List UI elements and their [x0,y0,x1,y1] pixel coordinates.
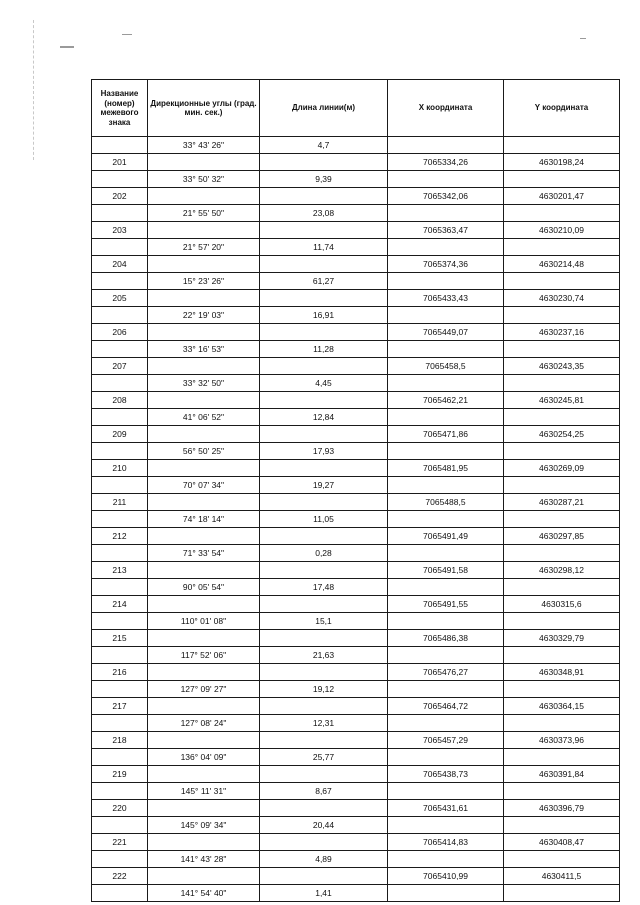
x-coordinate-cell [388,171,504,188]
x-coordinate-cell [388,613,504,630]
table-row [92,613,620,630]
header-marker-name: Название (номер) межевого знака [92,80,148,137]
x-coordinate-cell [388,205,504,222]
marker-name-cell: 205 [92,290,148,307]
x-coordinate-cell [388,307,504,324]
y-coordinate-cell: 4630230,74 [504,290,620,307]
table-row [92,647,620,664]
marker-name-cell: 211 [92,494,148,511]
x-coordinate-cell [388,477,504,494]
x-coordinate-cell [388,885,504,902]
y-coordinate-cell: 4630411,5 [504,868,620,885]
direction-angle-cell [148,290,260,307]
x-coordinate-cell [388,681,504,698]
line-length-cell [260,698,388,715]
line-length-cell [260,290,388,307]
y-coordinate-cell [504,477,620,494]
line-length-cell [260,154,388,171]
table-row [92,392,620,409]
line-length-cell [260,766,388,783]
line-length-cell [260,358,388,375]
line-length-cell [260,664,388,681]
direction-angle-cell [148,732,260,749]
direction-angle-cell [148,630,260,647]
y-coordinate-cell: 4630269,09 [504,460,620,477]
x-coordinate-cell: 7065334,26 [388,154,504,171]
x-coordinate-cell [388,783,504,800]
y-coordinate-cell [504,341,620,358]
direction-angle-cell [148,834,260,851]
table-row [92,137,620,154]
table-row [92,341,620,358]
marker-name-cell [92,239,148,256]
direction-angle-cell [148,494,260,511]
x-coordinate-cell: 7065481,95 [388,460,504,477]
table-row [92,460,620,477]
x-coordinate-cell [388,443,504,460]
line-length-cell: 9,39 [260,171,388,188]
direction-angle-cell: 15° 23' 26" [148,273,260,290]
table-row [92,205,620,222]
table-row [92,885,620,902]
direction-angle-cell: 33° 16' 53" [148,341,260,358]
x-coordinate-cell [388,545,504,562]
direction-angle-cell: 145° 11' 31" [148,783,260,800]
line-length-cell: 15,1 [260,613,388,630]
x-coordinate-cell: 7065458,5 [388,358,504,375]
line-length-cell: 23,08 [260,205,388,222]
x-coordinate-cell [388,409,504,426]
marker-name-cell: 217 [92,698,148,715]
line-length-cell: 11,28 [260,341,388,358]
marker-name-cell [92,477,148,494]
line-length-cell [260,868,388,885]
table-row [92,766,620,783]
y-coordinate-cell: 4630408,47 [504,834,620,851]
line-length-cell [260,460,388,477]
header-y-coordinate: Y координата [504,80,620,137]
marker-name-cell [92,545,148,562]
table-row [92,494,620,511]
line-length-cell: 25,77 [260,749,388,766]
line-length-cell [260,494,388,511]
direction-angle-cell [148,392,260,409]
line-length-cell: 21,63 [260,647,388,664]
table-row [92,664,620,681]
marker-name-cell: 210 [92,460,148,477]
y-coordinate-cell [504,443,620,460]
direction-angle-cell [148,358,260,375]
x-coordinate-cell: 7065431,61 [388,800,504,817]
header-x-coordinate: X координата [388,80,504,137]
marker-name-cell [92,409,148,426]
table-row [92,511,620,528]
y-coordinate-cell [504,749,620,766]
marker-name-cell: 221 [92,834,148,851]
line-length-cell [260,596,388,613]
direction-angle-cell [148,188,260,205]
x-coordinate-cell: 7065486,38 [388,630,504,647]
table-row [92,851,620,868]
marker-name-cell: 214 [92,596,148,613]
scan-speck [122,34,132,35]
table-row [92,545,620,562]
x-coordinate-cell [388,749,504,766]
x-coordinate-cell [388,817,504,834]
direction-angle-cell [148,528,260,545]
line-length-cell: 20,44 [260,817,388,834]
direction-angle-cell: 145° 09' 34" [148,817,260,834]
marker-name-cell [92,715,148,732]
x-coordinate-cell: 7065464,72 [388,698,504,715]
x-coordinate-cell: 7065491,55 [388,596,504,613]
marker-name-cell: 203 [92,222,148,239]
direction-angle-cell: 70° 07' 34" [148,477,260,494]
y-coordinate-cell [504,273,620,290]
table-row [92,409,620,426]
direction-angle-cell: 21° 55' 50" [148,205,260,222]
line-length-cell: 11,05 [260,511,388,528]
y-coordinate-cell [504,783,620,800]
x-coordinate-cell: 7065488,5 [388,494,504,511]
y-coordinate-cell [504,885,620,902]
line-length-cell [260,834,388,851]
marker-name-cell: 206 [92,324,148,341]
marker-name-cell [92,579,148,596]
line-length-cell: 19,27 [260,477,388,494]
table-row [92,426,620,443]
y-coordinate-cell: 4630391,84 [504,766,620,783]
y-coordinate-cell: 4630237,16 [504,324,620,341]
table-row [92,324,620,341]
marker-name-cell [92,511,148,528]
y-coordinate-cell [504,375,620,392]
y-coordinate-cell: 4630201,47 [504,188,620,205]
marker-name-cell: 215 [92,630,148,647]
table-row [92,698,620,715]
direction-angle-cell: 74° 18' 14" [148,511,260,528]
y-coordinate-cell [504,613,620,630]
x-coordinate-cell [388,715,504,732]
table-row [92,188,620,205]
direction-angle-cell [148,460,260,477]
direction-angle-cell: 127° 08' 24" [148,715,260,732]
y-coordinate-cell: 4630214,48 [504,256,620,273]
y-coordinate-cell: 4630396,79 [504,800,620,817]
direction-angle-cell: 136° 04' 09" [148,749,260,766]
line-length-cell: 0,28 [260,545,388,562]
x-coordinate-cell: 7065491,49 [388,528,504,545]
x-coordinate-cell: 7065410,99 [388,868,504,885]
marker-name-cell [92,273,148,290]
table-row [92,375,620,392]
y-coordinate-cell [504,137,620,154]
line-length-cell [260,392,388,409]
table-row [92,477,620,494]
line-length-cell: 4,89 [260,851,388,868]
line-length-cell: 17,48 [260,579,388,596]
y-coordinate-cell: 4630254,25 [504,426,620,443]
y-coordinate-cell [504,681,620,698]
direction-angle-cell [148,868,260,885]
marker-name-cell [92,885,148,902]
y-coordinate-cell [504,239,620,256]
table-row [92,732,620,749]
direction-angle-cell [148,766,260,783]
marker-name-cell [92,137,148,154]
line-length-cell: 19,12 [260,681,388,698]
direction-angle-cell [148,426,260,443]
y-coordinate-cell [504,647,620,664]
y-coordinate-cell: 4630298,12 [504,562,620,579]
direction-angle-cell [148,222,260,239]
direction-angle-cell [148,562,260,579]
direction-angle-cell [148,324,260,341]
y-coordinate-cell [504,409,620,426]
line-length-cell: 12,84 [260,409,388,426]
direction-angle-cell: 22° 19' 03" [148,307,260,324]
line-length-cell [260,188,388,205]
table-row [92,239,620,256]
table-row [92,715,620,732]
line-length-cell [260,630,388,647]
table-row [92,800,620,817]
y-coordinate-cell: 4630243,35 [504,358,620,375]
table-row [92,596,620,613]
table-header-row [92,80,620,137]
table-row [92,783,620,800]
y-coordinate-cell: 4630348,91 [504,664,620,681]
marker-name-cell [92,171,148,188]
x-coordinate-cell: 7065438,73 [388,766,504,783]
marker-name-cell: 207 [92,358,148,375]
table-row [92,579,620,596]
y-coordinate-cell [504,545,620,562]
y-coordinate-cell: 4630315,6 [504,596,620,613]
line-length-cell: 61,27 [260,273,388,290]
direction-angle-cell: 71° 33' 54" [148,545,260,562]
marker-name-cell [92,375,148,392]
x-coordinate-cell: 7065433,43 [388,290,504,307]
marker-name-cell [92,681,148,698]
marker-name-cell: 208 [92,392,148,409]
marker-name-cell: 218 [92,732,148,749]
x-coordinate-cell: 7065342,06 [388,188,504,205]
x-coordinate-cell [388,341,504,358]
scan-speck [60,46,74,48]
table-row [92,171,620,188]
x-coordinate-cell [388,239,504,256]
line-length-cell [260,324,388,341]
table-row [92,154,620,171]
y-coordinate-cell [504,205,620,222]
y-coordinate-cell: 4630373,96 [504,732,620,749]
line-length-cell: 8,67 [260,783,388,800]
line-length-cell [260,222,388,239]
marker-name-cell [92,783,148,800]
marker-name-cell [92,817,148,834]
direction-angle-cell [148,596,260,613]
x-coordinate-cell [388,273,504,290]
marker-name-cell [92,443,148,460]
header-direction-angle: Дирекционные углы (град. мин. сек.) [148,80,260,137]
marker-name-cell: 202 [92,188,148,205]
marker-name-cell: 201 [92,154,148,171]
direction-angle-cell: 127° 09' 27" [148,681,260,698]
table-row [92,528,620,545]
table-row [92,562,620,579]
y-coordinate-cell [504,715,620,732]
marker-name-cell [92,851,148,868]
table-row [92,834,620,851]
table-row [92,443,620,460]
marker-name-cell [92,341,148,358]
line-length-cell: 12,31 [260,715,388,732]
marker-name-cell [92,307,148,324]
line-length-cell: 11,74 [260,239,388,256]
line-length-cell [260,562,388,579]
x-coordinate-cell: 7065449,07 [388,324,504,341]
x-coordinate-cell [388,579,504,596]
table-row [92,273,620,290]
direction-angle-cell [148,154,260,171]
y-coordinate-cell: 4630198,24 [504,154,620,171]
x-coordinate-cell: 7065471,86 [388,426,504,443]
scan-edge-mark [33,20,35,160]
direction-angle-cell [148,698,260,715]
x-coordinate-cell [388,511,504,528]
marker-name-cell: 222 [92,868,148,885]
marker-name-cell: 209 [92,426,148,443]
y-coordinate-cell: 4630364,15 [504,698,620,715]
line-length-cell [260,426,388,443]
direction-angle-cell [148,800,260,817]
x-coordinate-cell [388,137,504,154]
y-coordinate-cell [504,817,620,834]
line-length-cell: 16,91 [260,307,388,324]
marker-name-cell: 216 [92,664,148,681]
direction-angle-cell: 33° 50' 32" [148,171,260,188]
line-length-cell: 4,7 [260,137,388,154]
line-length-cell [260,800,388,817]
direction-angle-cell: 141° 43' 28" [148,851,260,868]
line-length-cell [260,732,388,749]
y-coordinate-cell: 4630210,09 [504,222,620,239]
table-row [92,630,620,647]
table-body [92,137,620,902]
x-coordinate-cell: 7065414,83 [388,834,504,851]
survey-coordinates-table [91,79,620,902]
scan-speck [580,38,586,39]
y-coordinate-cell [504,851,620,868]
line-length-cell: 4,45 [260,375,388,392]
direction-angle-cell: 110° 01' 08" [148,613,260,630]
x-coordinate-cell: 7065457,29 [388,732,504,749]
table-row [92,749,620,766]
x-coordinate-cell: 7065491,58 [388,562,504,579]
x-coordinate-cell [388,375,504,392]
table-row [92,256,620,273]
y-coordinate-cell [504,511,620,528]
marker-name-cell [92,749,148,766]
y-coordinate-cell: 4630245,81 [504,392,620,409]
y-coordinate-cell [504,579,620,596]
marker-name-cell: 213 [92,562,148,579]
table-row [92,358,620,375]
line-length-cell [260,528,388,545]
table-row [92,290,620,307]
x-coordinate-cell [388,851,504,868]
table-row [92,817,620,834]
marker-name-cell: 212 [92,528,148,545]
y-coordinate-cell: 4630329,79 [504,630,620,647]
line-length-cell [260,256,388,273]
direction-angle-cell [148,256,260,273]
direction-angle-cell: 33° 32' 50" [148,375,260,392]
y-coordinate-cell [504,171,620,188]
marker-name-cell [92,205,148,222]
line-length-cell: 17,93 [260,443,388,460]
x-coordinate-cell: 7065462,21 [388,392,504,409]
direction-angle-cell: 33° 43' 26" [148,137,260,154]
marker-name-cell: 204 [92,256,148,273]
table-row [92,307,620,324]
x-coordinate-cell: 7065363,47 [388,222,504,239]
direction-angle-cell: 117° 52' 06" [148,647,260,664]
table-row [92,681,620,698]
table-row [92,222,620,239]
x-coordinate-cell: 7065476,27 [388,664,504,681]
x-coordinate-cell: 7065374,36 [388,256,504,273]
marker-name-cell [92,647,148,664]
marker-name-cell [92,613,148,630]
marker-name-cell: 220 [92,800,148,817]
line-length-cell: 1,41 [260,885,388,902]
direction-angle-cell: 90° 05' 54" [148,579,260,596]
y-coordinate-cell: 4630297,85 [504,528,620,545]
y-coordinate-cell [504,307,620,324]
header-line-length: Длина линии(м) [260,80,388,137]
direction-angle-cell: 21° 57' 20" [148,239,260,256]
marker-name-cell: 219 [92,766,148,783]
y-coordinate-cell: 4630287,21 [504,494,620,511]
x-coordinate-cell [388,647,504,664]
table-row [92,868,620,885]
direction-angle-cell: 41° 06' 52" [148,409,260,426]
direction-angle-cell: 56° 50' 25" [148,443,260,460]
direction-angle-cell [148,664,260,681]
direction-angle-cell: 141° 54' 40" [148,885,260,902]
